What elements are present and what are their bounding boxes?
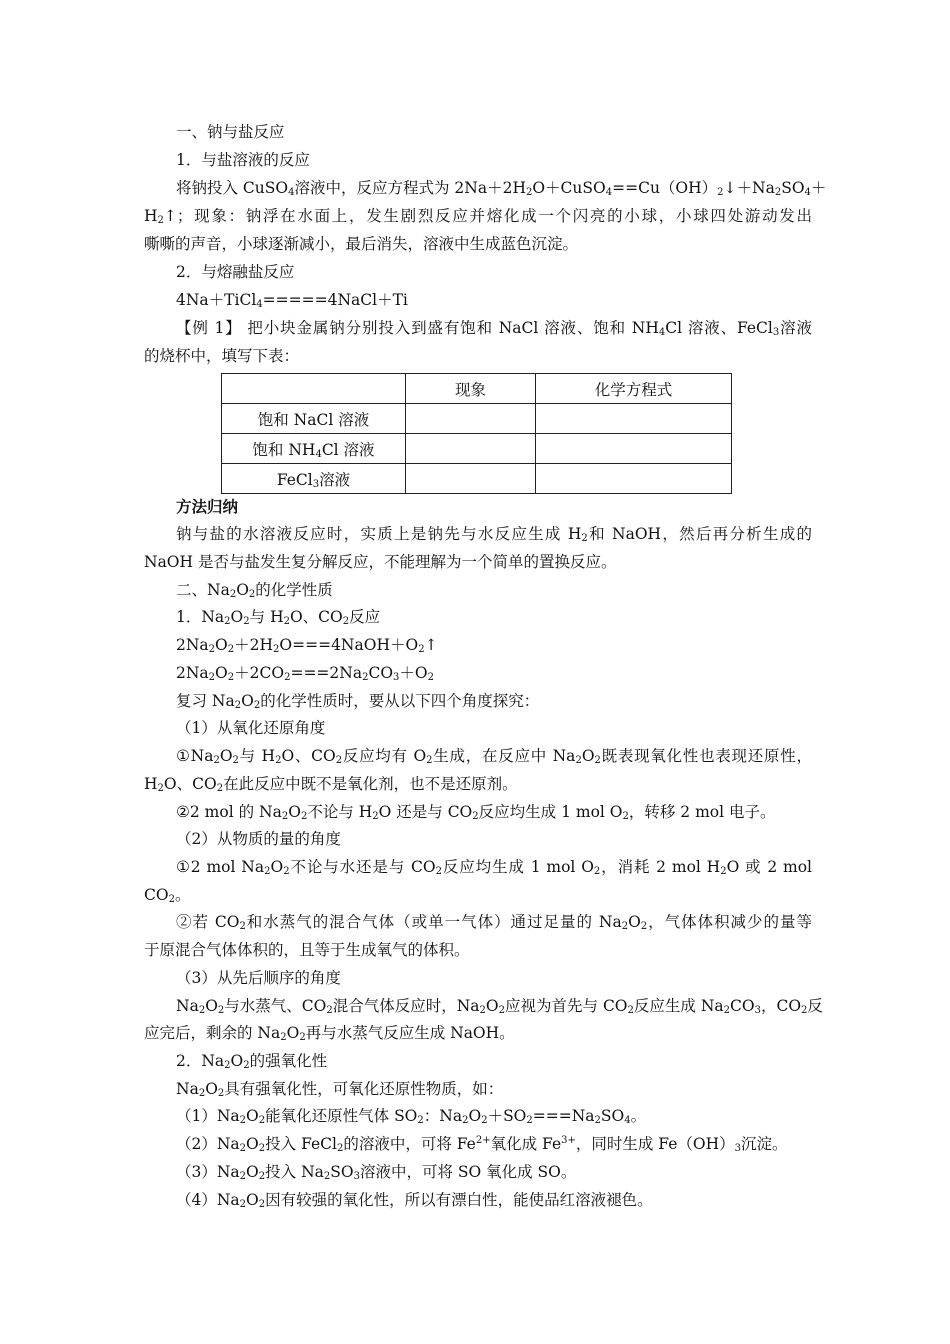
table-row	[222, 374, 732, 404]
table-header: 现象	[406, 374, 536, 404]
subsection-heading: 1．与盐溶液的反应	[176, 151, 310, 169]
table-cell	[406, 434, 536, 464]
row-label: FeCl$_3$溶液	[222, 464, 406, 494]
list-item: $(3)Na_2O_2$投入 $Na_2SO_3$溶液中，可将 SO 氧化成 SO。	[176, 1163, 577, 1182]
paragraph-line: $H_2O$、$CO_2$在此反应中既不是氧化剂，也不是还原剂。	[144, 775, 518, 794]
paragraph-line: $CO_2$。	[144, 886, 191, 905]
paragraph-line: $H_2↑$；现象：钠浮在水面上，发生剧烈反应并熔化成一个闪亮的小球，小球四处游动发出	[144, 207, 812, 226]
method-heading: 方法归纳	[176, 498, 239, 516]
paragraph-line: 复习 $Na_2O_2$的化学性质时，要从以下四个角度探究：	[176, 692, 540, 711]
equation: $2Na_2O_2+2CO_2===2Na_2CO_3+O_2$	[176, 664, 435, 683]
equation: $2Na_2O_2+2H_2O===4NaOH+O_2↑$	[176, 636, 438, 655]
angle-heading: （2）从物质的量的角度	[176, 830, 341, 848]
equation: 4Na＋TiCl$_4$=====4NaCl＋Ti	[176, 291, 408, 310]
answer-table	[221, 373, 732, 494]
paragraph-line: $①Na_2O_2$与 $H_2O$、$CO_2$反应均有 $O_2$生成，在反应中 $Na_2O_2$既表现氧化性也表现还原性，	[176, 747, 813, 766]
list-item: $(2)Na_2O_2$投入 FeCl$_2$的溶液中，可将 $Fe^{2+}$氧化成 $Fe^{3+}$，同时生成 $Fe(OH)_3$沉淀。	[176, 1135, 788, 1154]
table-cell	[536, 404, 732, 434]
table-row	[222, 404, 732, 434]
paragraph-line: ②2 mol 的 $Na_2O_2$不论与 $H_2O$ 还是与 $CO_2$反应均生成 1 mol $O_2$，转移 2 mol 电子。	[176, 803, 776, 822]
list-item: $(1)Na_2O_2$能氧化还原性气体 $SO_2$：$Na_2O_2+SO_2===Na_2SO_4$。	[176, 1107, 647, 1126]
table-row	[222, 464, 732, 494]
angle-heading: （1）从氧化还原角度	[176, 719, 326, 737]
subsection-heading: 2．与熔融盐反应	[176, 263, 295, 281]
example-question: 的烧杯中，填写下表：	[144, 347, 300, 365]
paragraph-line: NaOH 是否与盐发生复分解反应，不能理解为一个简单的置换反应。	[144, 553, 617, 571]
table-row	[222, 434, 732, 464]
table-cell	[406, 404, 536, 434]
row-label: 饱和 $NH_4Cl$ 溶液	[222, 434, 406, 464]
paragraph-line: $Na_2O_2$具有强氧化性，可氧化还原性物质，如：	[176, 1080, 504, 1099]
list-item: $(4)Na_2O_2$因有较强的氧化性，所以有漂白性，能使品红溶液褪色。	[176, 1191, 653, 1210]
example-question: 【例 1】 把小块金属钠分别投入到盛有饱和 NaCl 溶液、饱和 $NH_4Cl$ 溶液、FeCl$_3$溶液	[176, 319, 812, 338]
section-heading-1: 一、钠与盐反应	[176, 123, 285, 141]
paragraph-line: 将钠投入 CuSO$_4$溶液中，反应方程式为 $2Na+2H_2O+CuSO_4==Cu(OH)_2↓+Na_2SO_4+$	[176, 179, 827, 198]
paragraph-line: ①2 mol $Na_2O_2$不论与水还是与 $CO_2$反应均生成 1 mol $O_2$，消耗 2 mol $H_2O$ 或 2 mol	[176, 858, 812, 877]
subsection-heading: 2．$Na_2O_2$的强氧化性	[176, 1052, 328, 1071]
paragraph-line: 钠与盐的水溶液反应时，实质上是钠先与水反应生成 $H_2$和 NaOH，然后再分析生成的	[176, 525, 812, 544]
paragraph-line: $Na_2O_2$与水蒸气、$CO_2$混合气体反应时，$Na_2O_2$应视为首先与 $CO_2$反应生成 $Na_2CO_3$，$CO_2$反	[176, 997, 823, 1016]
paragraph-line: 应完后，剩余的 $Na_2O_2$再与水蒸气反应生成 NaOH。	[144, 1024, 515, 1043]
paragraph-line: 于原混合气体体积的，且等于生成氧气的体积。	[144, 941, 470, 959]
table-header: 化学方程式	[536, 374, 732, 404]
paragraph-line: 嘶嘶的声音，小球逐渐减小，最后消失，溶液中生成蓝色沉淀。	[144, 235, 579, 253]
table-cell	[536, 434, 732, 464]
paragraph-line: ②若 $CO_2$和水蒸气的混合气体（或单一气体）通过足量的 $Na_2O_2$，气体体积减少的量等	[176, 913, 812, 932]
table-cell	[222, 374, 406, 404]
table-cell	[406, 464, 536, 494]
angle-heading: （3）从先后顺序的角度	[176, 969, 341, 987]
section-heading-2: 二、$Na_2O_2$的化学性质	[176, 581, 333, 600]
table-cell	[536, 464, 732, 494]
row-label: 饱和 NaCl 溶液	[222, 404, 406, 434]
subsection-heading: 1．$Na_2O_2$与 $H_2O$、$CO_2$反应	[176, 608, 381, 627]
